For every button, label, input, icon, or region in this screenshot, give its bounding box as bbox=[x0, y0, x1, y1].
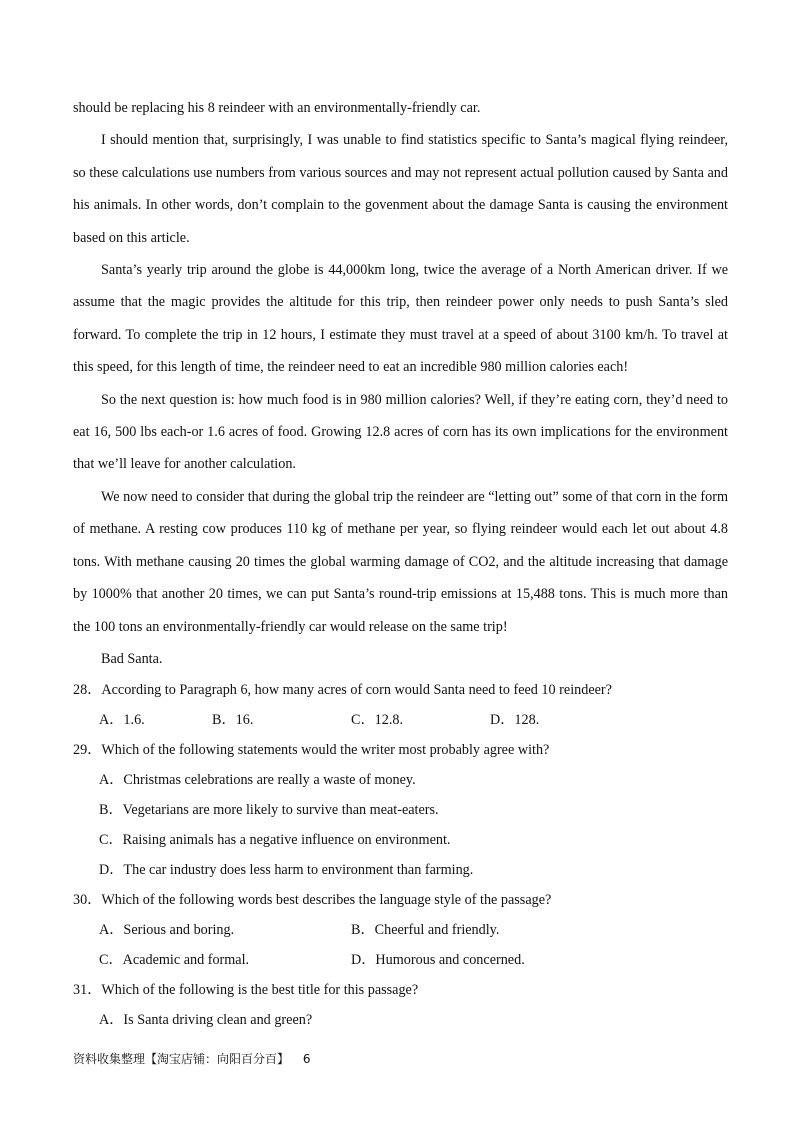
question-28-option-b: B．16. bbox=[212, 712, 254, 729]
document-page bbox=[73, 92, 728, 1035]
question-29-option-d: D．The car industry does less harm to environment than farming. bbox=[99, 862, 474, 879]
question-29-option-b: B．Vegetarians are more likely to survive than meat-eaters. bbox=[99, 802, 439, 819]
paragraph-6: Bad Santa. bbox=[101, 650, 163, 667]
question-30-options-row-2 bbox=[73, 945, 728, 975]
paragraph-3: Santa’s yearly trip around the globe is 44,000km long, twice the average of a North American driver. If we assume that the magic provides the altitude for this trip, then reindeer power only needs to push Santa’s sled forward. To complete the trip in 12 hours, I estimate they must travel at a speed of about 3100 km/h. To travel at this speed, for this length of time, the reindeer need to eat an incredible 980 million calories each! bbox=[73, 262, 728, 376]
page-number: 6 bbox=[302, 1052, 311, 1066]
question-30 bbox=[73, 885, 728, 975]
paragraph-2: I should mention that, surprisingly, I was unable to find statistics specific to Santa’s magical flying reindeer, so these calculations use numbers from various sources and may not represent actual pollution caused by Santa and his animals. In other words, don’t complain to the govenment about the damage Santa is causing the environment based on this article. bbox=[73, 132, 728, 246]
page-footer bbox=[73, 1050, 310, 1067]
question-30-option-a: A．Serious and boring. bbox=[99, 922, 235, 939]
question-29-option-c: C．Raising animals has a negative influence on environment. bbox=[99, 832, 451, 849]
question-28-option-c: C．12.8. bbox=[351, 712, 404, 729]
paragraph-5: We now need to consider that during the global trip the reindeer are “letting out” some of that corn in the form of methane. A resting cow produces 110 kg of methane per year, so flying reindeer would each let out about 4.8 tons. With methane causing 20 times the global warming damage of CO2, and the altitude increasing that damage by 1000% that another 20 times, we can put Santa’s round-trip emissions at 15,488 tons. This is much more than the 100 tons an environmentally-friendly car would release on the same trip! bbox=[73, 488, 728, 635]
question-28-option-a: A．1.6. bbox=[99, 712, 145, 729]
question-30-option-d: D．Humorous and concerned. bbox=[351, 952, 525, 969]
question-29-stem: 29．Which of the following statements would the writer most probably agree with? bbox=[73, 742, 550, 759]
question-31 bbox=[73, 975, 728, 1035]
paragraph-1: should be replacing his 8 reindeer with an environmentally-friendly car. bbox=[73, 100, 481, 116]
question-28-stem: 28．According to Paragraph 6, how many acres of corn would Santa need to feed 10 reindeer? bbox=[73, 682, 612, 699]
question-28-option-d: D．128. bbox=[490, 712, 540, 729]
question-29-option-a: A．Christmas celebrations are really a waste of money. bbox=[99, 772, 416, 789]
question-28-options bbox=[73, 705, 728, 735]
question-30-option-c: C．Academic and formal. bbox=[99, 952, 250, 969]
footer-text: 资料收集整理【淘宝店铺：向阳百分百】 bbox=[73, 1052, 290, 1066]
question-30-option-b: B．Cheerful and friendly. bbox=[351, 922, 500, 939]
question-29 bbox=[73, 735, 728, 885]
question-30-options-row-1 bbox=[73, 915, 728, 945]
question-31-stem: 31．Which of the following is the best title for this passage? bbox=[73, 982, 419, 999]
question-30-stem: 30．Which of the following words best describes the language style of the passage? bbox=[73, 892, 552, 909]
question-28 bbox=[73, 675, 728, 735]
paragraph-4: So the next question is: how much food is in 980 million calories? Well, if they’re eating corn, they’d need to eat 16, 500 lbs each-or 1.6 acres of food. Growing 12.8 acres of corn has its own implications for the environment that we’ll leave for another calculation. bbox=[73, 391, 728, 473]
question-31-option-a: A．Is Santa driving clean and green? bbox=[99, 1012, 313, 1029]
